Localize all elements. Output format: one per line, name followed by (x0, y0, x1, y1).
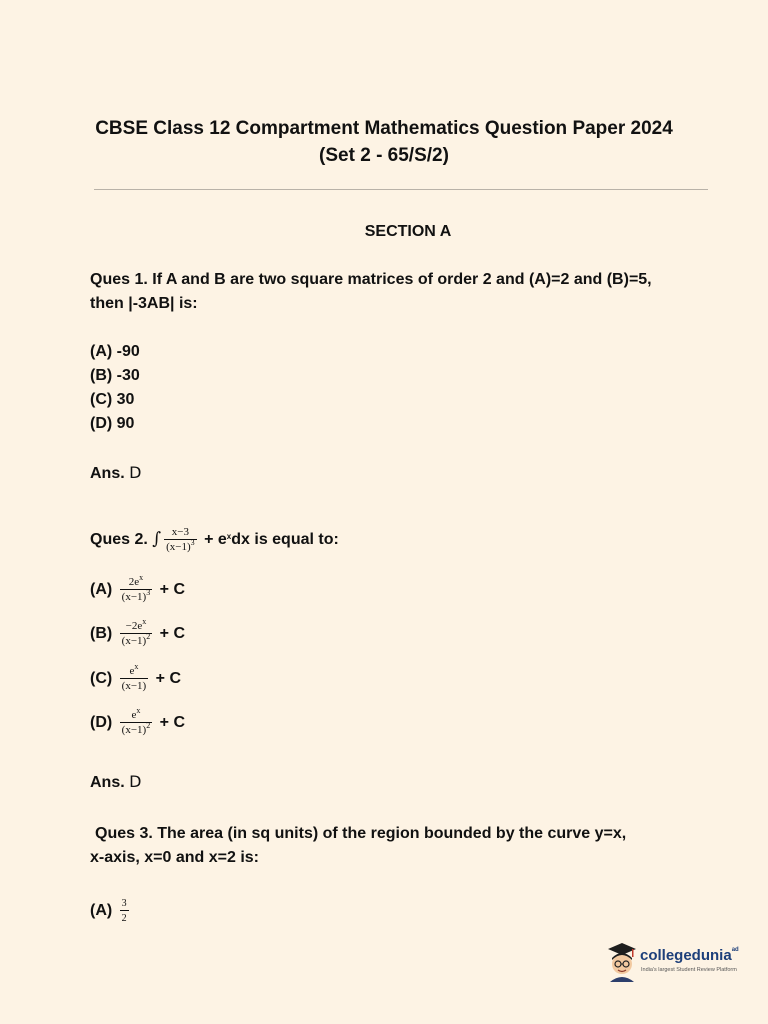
q2-answer-label: Ans. (90, 774, 125, 791)
q2-fraction (164, 526, 197, 554)
page-title: CBSE Class 12 Compartment Mathematics Question Paper 2024 (95, 118, 673, 139)
q1-option-c: (C) 30 (90, 391, 135, 408)
q2-numerator: x−3 (171, 526, 189, 538)
q2-text (90, 526, 339, 554)
page-subtitle: (Set 2 - 65/S/2) (319, 145, 449, 166)
section-heading: SECTION A (364, 223, 452, 240)
q1-option-d: (D) 90 (90, 415, 135, 432)
q2-answer-value: D (129, 772, 142, 791)
q2-option-b: (B) $\frac{-2e^x}{(x-1)^2}$ + C (90, 617, 185, 647)
q3-text-line2: x-axis, x=0 and x=2 is: (90, 849, 259, 866)
integral-symbol: ∫ (152, 529, 162, 550)
q2-answer (90, 770, 141, 795)
q2-option-c: (C) $\frac{e^x}{(x-1)}$ + C (90, 662, 181, 692)
q1-text-line1: Ques 1. If A and B are two square matrices of order 2 and (A)=2 and (B)=5, (90, 271, 652, 288)
q1-answer-label: Ans. (90, 465, 125, 482)
q1-text-line2: then |-3AB| is: (90, 295, 198, 312)
collegedunia-logo (604, 940, 744, 984)
q1-answer-value: D (129, 463, 142, 482)
divider (94, 189, 708, 190)
q2-prefix: Ques 2. (90, 531, 148, 549)
logo-wordmark: collegedunia$^{ad}$ (640, 947, 739, 964)
q2-plus-e: + $e^x$ (204, 531, 232, 549)
q2-suffix: dx is equal to: (231, 531, 339, 549)
q3-text-line1: Ques 3. The area (in sq units) of the region bounded by the curve y=x, (95, 825, 627, 842)
q2-option-a: (A) $\frac{2e^x}{(x-1)^3}$ + C (90, 573, 185, 603)
q2-option-d: (D) $\frac{e^x}{(x-1)^2}$ + C (90, 706, 185, 736)
logo-tagline: India's largest Student Review Platform (641, 967, 737, 973)
q2-denominator: $(x-1)^3$ (166, 538, 195, 553)
graduate-mascot-icon (604, 940, 640, 982)
q1-answer (90, 461, 141, 486)
q1-option-a: (A) -90 (90, 343, 140, 360)
q3-option-a: (A) $\frac{3}{2}$ (90, 898, 127, 924)
q1-option-b: (B) -30 (90, 367, 140, 384)
